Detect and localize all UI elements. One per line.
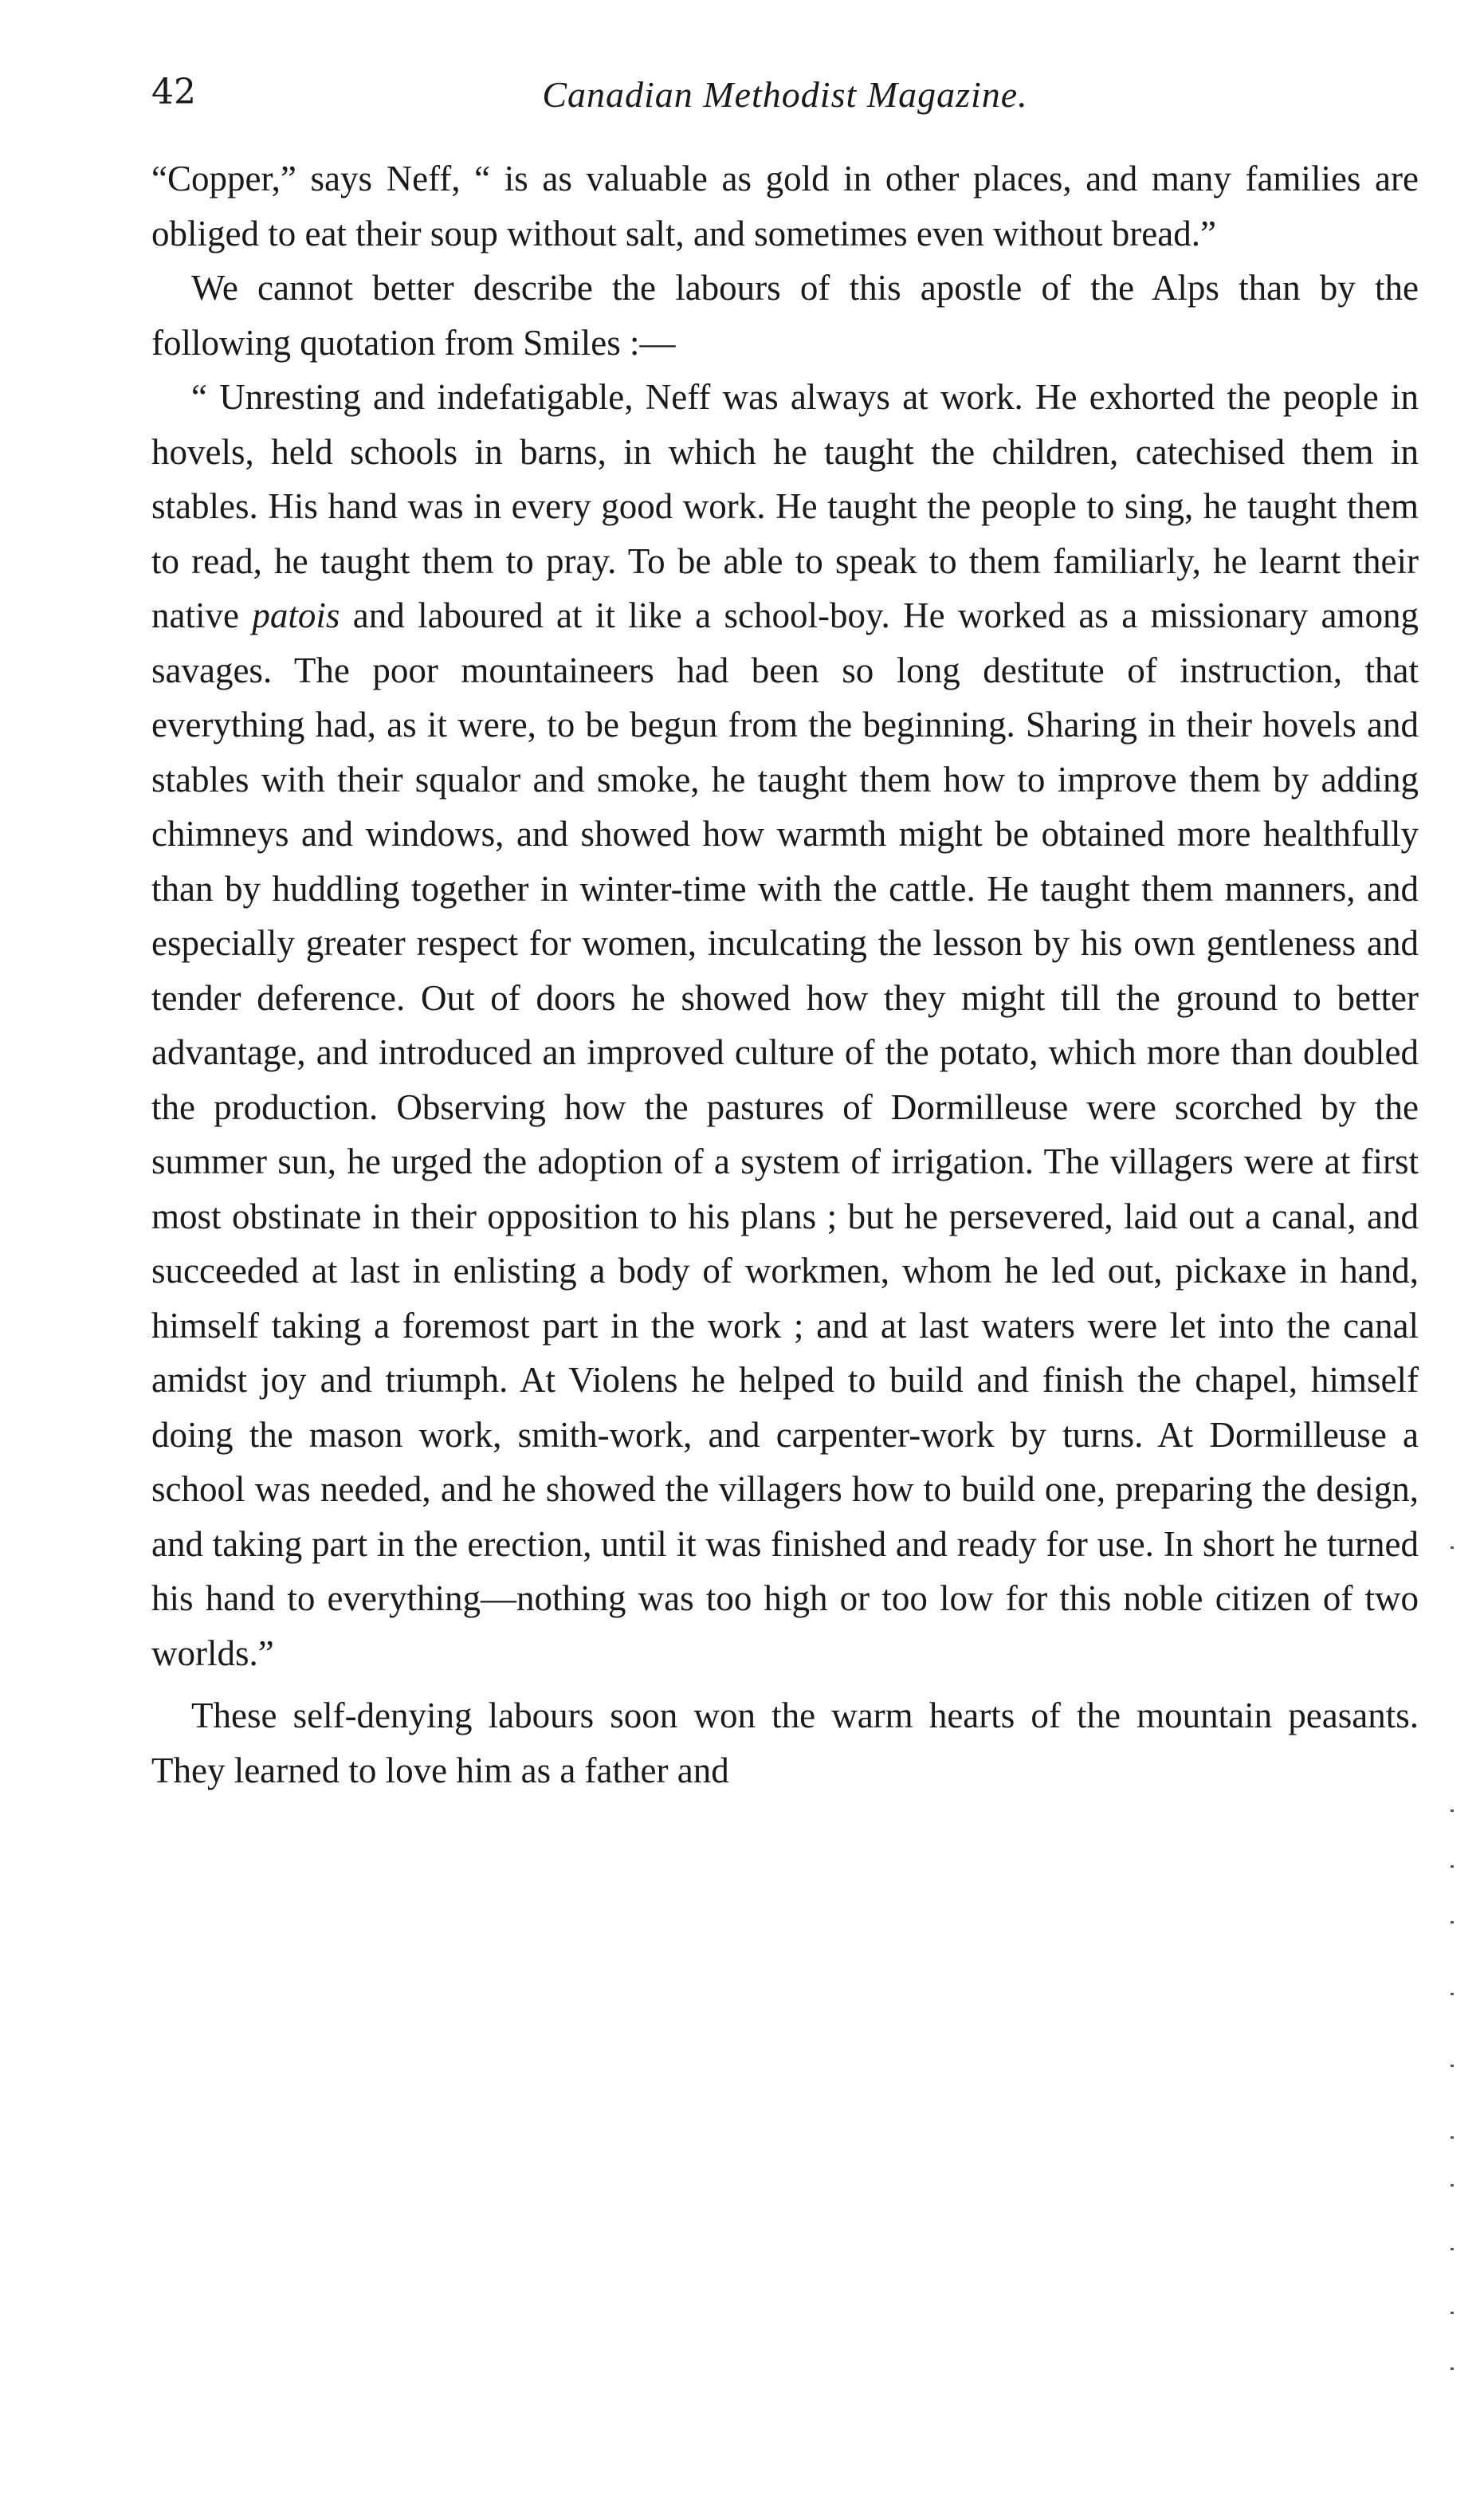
page-number: 42: [151, 72, 196, 112]
paragraph-smiles-quote: [151, 370, 1419, 1680]
scan-mark: [1451, 1993, 1454, 1995]
quote-text-before: “ Unresting and indefatigable, Neff was always at work. He exhorted the people in hovels, held schools in barns, in which he taught the children, catechised them in stables. His hand was in every good work. He taught the people to sing, he taught them to read, he taught them to pray. To be able to speak to them familiarly, he learnt their native: [151, 377, 1419, 635]
document-page: [151, 64, 1419, 1798]
paragraph-intro-quote: We cannot better describe the labours of this apostle of the Alps than by the following quotation from Smiles :—: [151, 268, 1419, 363]
margin-scan-marks: [1451, 1546, 1474, 2391]
paragraph-continuation: “Copper,” says Neff, “ is as valuable as gold in other places, and many families are obliged to eat their soup without salt, and sometimes even without bread.”: [151, 159, 1419, 253]
quote-text-after: and laboured at it like a school-boy. He worked as a missionary among savages. The poor mountaineers had been so long destitute of instruction, that everything had, as it were, to be begun from the beginning. Sharing in their hovels and stables with their squalor and smoke, he taught them how to improve them by adding chimneys and windows, and showed how warmth might be obtained more healthfully than by huddling together in winter-time with the cattle. He taught them manners, and especially greater respect for women, inculcating the lesson by his own gentleness and tender deference. Out of doors he showed how they might till the ground to better advantage, and introduced an improved culture of the potato, which more than doubled the production. Observing how the pastures of Dormilleuse were scorched by the summer sun, he urged the adoption of a system of irrigation. The villagers were at first most obstinate in their opposition to his plans ; but he persevered, laid out a canal, and succeeded at last in enlisting a body of workmen, whom he led out, pickaxe in hand, himself taking a foremost part in the work ; and at last waters were let into the canal amidst joy and triumph. At Violens he helped to build and finish the chapel, himself doing the mason work, smith-work, and carpenter-work by turns. At Dormilleuse a school was needed, and he showed the villagers how to build one, preparing the design, and taking part in the erection, until it was finished and ready for use. In short he turned his hand to everything—nothing was too high or too low for this noble citizen of two worlds.”: [151, 595, 1419, 1673]
scan-mark: [1451, 2184, 1454, 2187]
scan-mark: [1451, 2367, 1454, 2370]
scan-mark: [1451, 2136, 1454, 2139]
quote-italic-word: patois: [252, 595, 340, 635]
scan-mark: [1451, 1865, 1454, 1868]
body-text: [151, 151, 1419, 1798]
scan-mark: [1451, 2065, 1454, 2067]
running-head: [151, 64, 1419, 151]
paragraph-closing: These self-denying labours soon won the warm hearts of the mountain peasants. They learned to love him as a father and: [151, 1696, 1419, 1790]
running-title: Canadian Methodist Magazine.: [542, 74, 1028, 115]
scan-mark: [1451, 1546, 1454, 1549]
scan-mark: [1451, 1809, 1454, 1812]
scan-mark: [1451, 2312, 1454, 2314]
scan-mark: [1451, 1921, 1454, 1923]
scan-mark: [1451, 2248, 1454, 2250]
